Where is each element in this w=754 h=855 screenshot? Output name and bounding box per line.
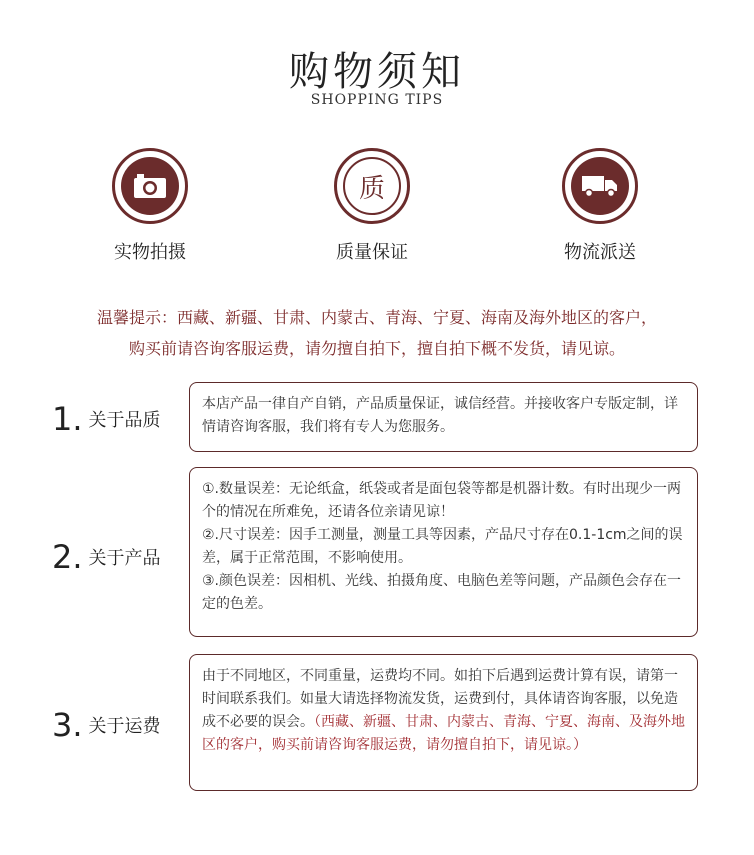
section-quality-box — [189, 382, 698, 452]
feature-label-delivery: 物流派送 — [564, 242, 636, 263]
warning-line-2: 购买前请咨询客服运费，请勿擅自拍下，擅自拍下概不发货，请见谅。 — [128, 339, 625, 358]
section-quality-label — [52, 400, 161, 438]
section-product-label — [52, 538, 161, 576]
page-title: 购物须知 — [289, 49, 465, 95]
quality-badge-icon — [334, 148, 410, 224]
warning-line-1: 温馨提示：西藏、新疆、甘肃、内蒙古、青海、宁夏、海南及海外地区的客户， — [96, 308, 657, 327]
feature-real-photo — [70, 148, 230, 264]
page-subtitle: SHOPPING TIPS — [310, 92, 444, 108]
section-shipping-box — [189, 654, 698, 791]
feature-delivery — [520, 148, 680, 264]
section-product-item-2: ②.尺寸误差：因手工测量，测量工具等因素，产品尺寸存在0.1-1cm之间的误差，属于正常范围，不影响使用。 — [202, 527, 683, 566]
feature-label-quality: 质量保证 — [336, 242, 408, 263]
section-shipping-highlight: （西藏、新疆、甘肃、内蒙古、青海、宁夏、海南、及海外地区的客户，购买前请咨询客服运费，请勿擅自拍下，请见谅。） — [202, 714, 685, 753]
section-number: 2. — [52, 538, 83, 576]
section-number: 3. — [52, 706, 83, 744]
section-quality-text: 本店产品一律自产自销，产品质量保证，诚信经营。并接收客户专版定制，详情请咨询客服，我们将有专人为您服务。 — [202, 396, 678, 435]
section-title: 关于品质 — [88, 410, 161, 431]
feature-quality — [292, 148, 452, 264]
section-shipping-paragraph — [202, 665, 685, 757]
section-number: 1. — [52, 400, 83, 438]
section-product-item-3: ③.颜色误差：因相机、光线、拍摄角度、电脑色差等问题，产品颜色会存在一定的色差。 — [202, 573, 681, 612]
feature-label-real-photo: 实物拍摄 — [114, 242, 186, 263]
section-title: 关于运费 — [88, 716, 161, 737]
delivery-truck-icon — [562, 148, 638, 224]
quality-char: 质 — [358, 173, 385, 204]
section-product-box — [189, 467, 698, 637]
section-shipping-label — [52, 706, 161, 744]
camera-icon — [112, 148, 188, 224]
section-product-item-1: ①.数量误差：无论纸盒，纸袋或者是面包袋等都是机器计数。有时出现少一两个的情况在所难免，还请各位亲请见谅！ — [202, 481, 681, 520]
section-title: 关于产品 — [88, 548, 161, 569]
section-shipping-text: 由于不同地区，不同重量，运费均不同。如拍下后遇到运费计算有误，请第一时间联系我们。如量大请选择物流发货，运费到付，具体请咨询客服，以免造成不必要的误会。 — [202, 668, 678, 730]
